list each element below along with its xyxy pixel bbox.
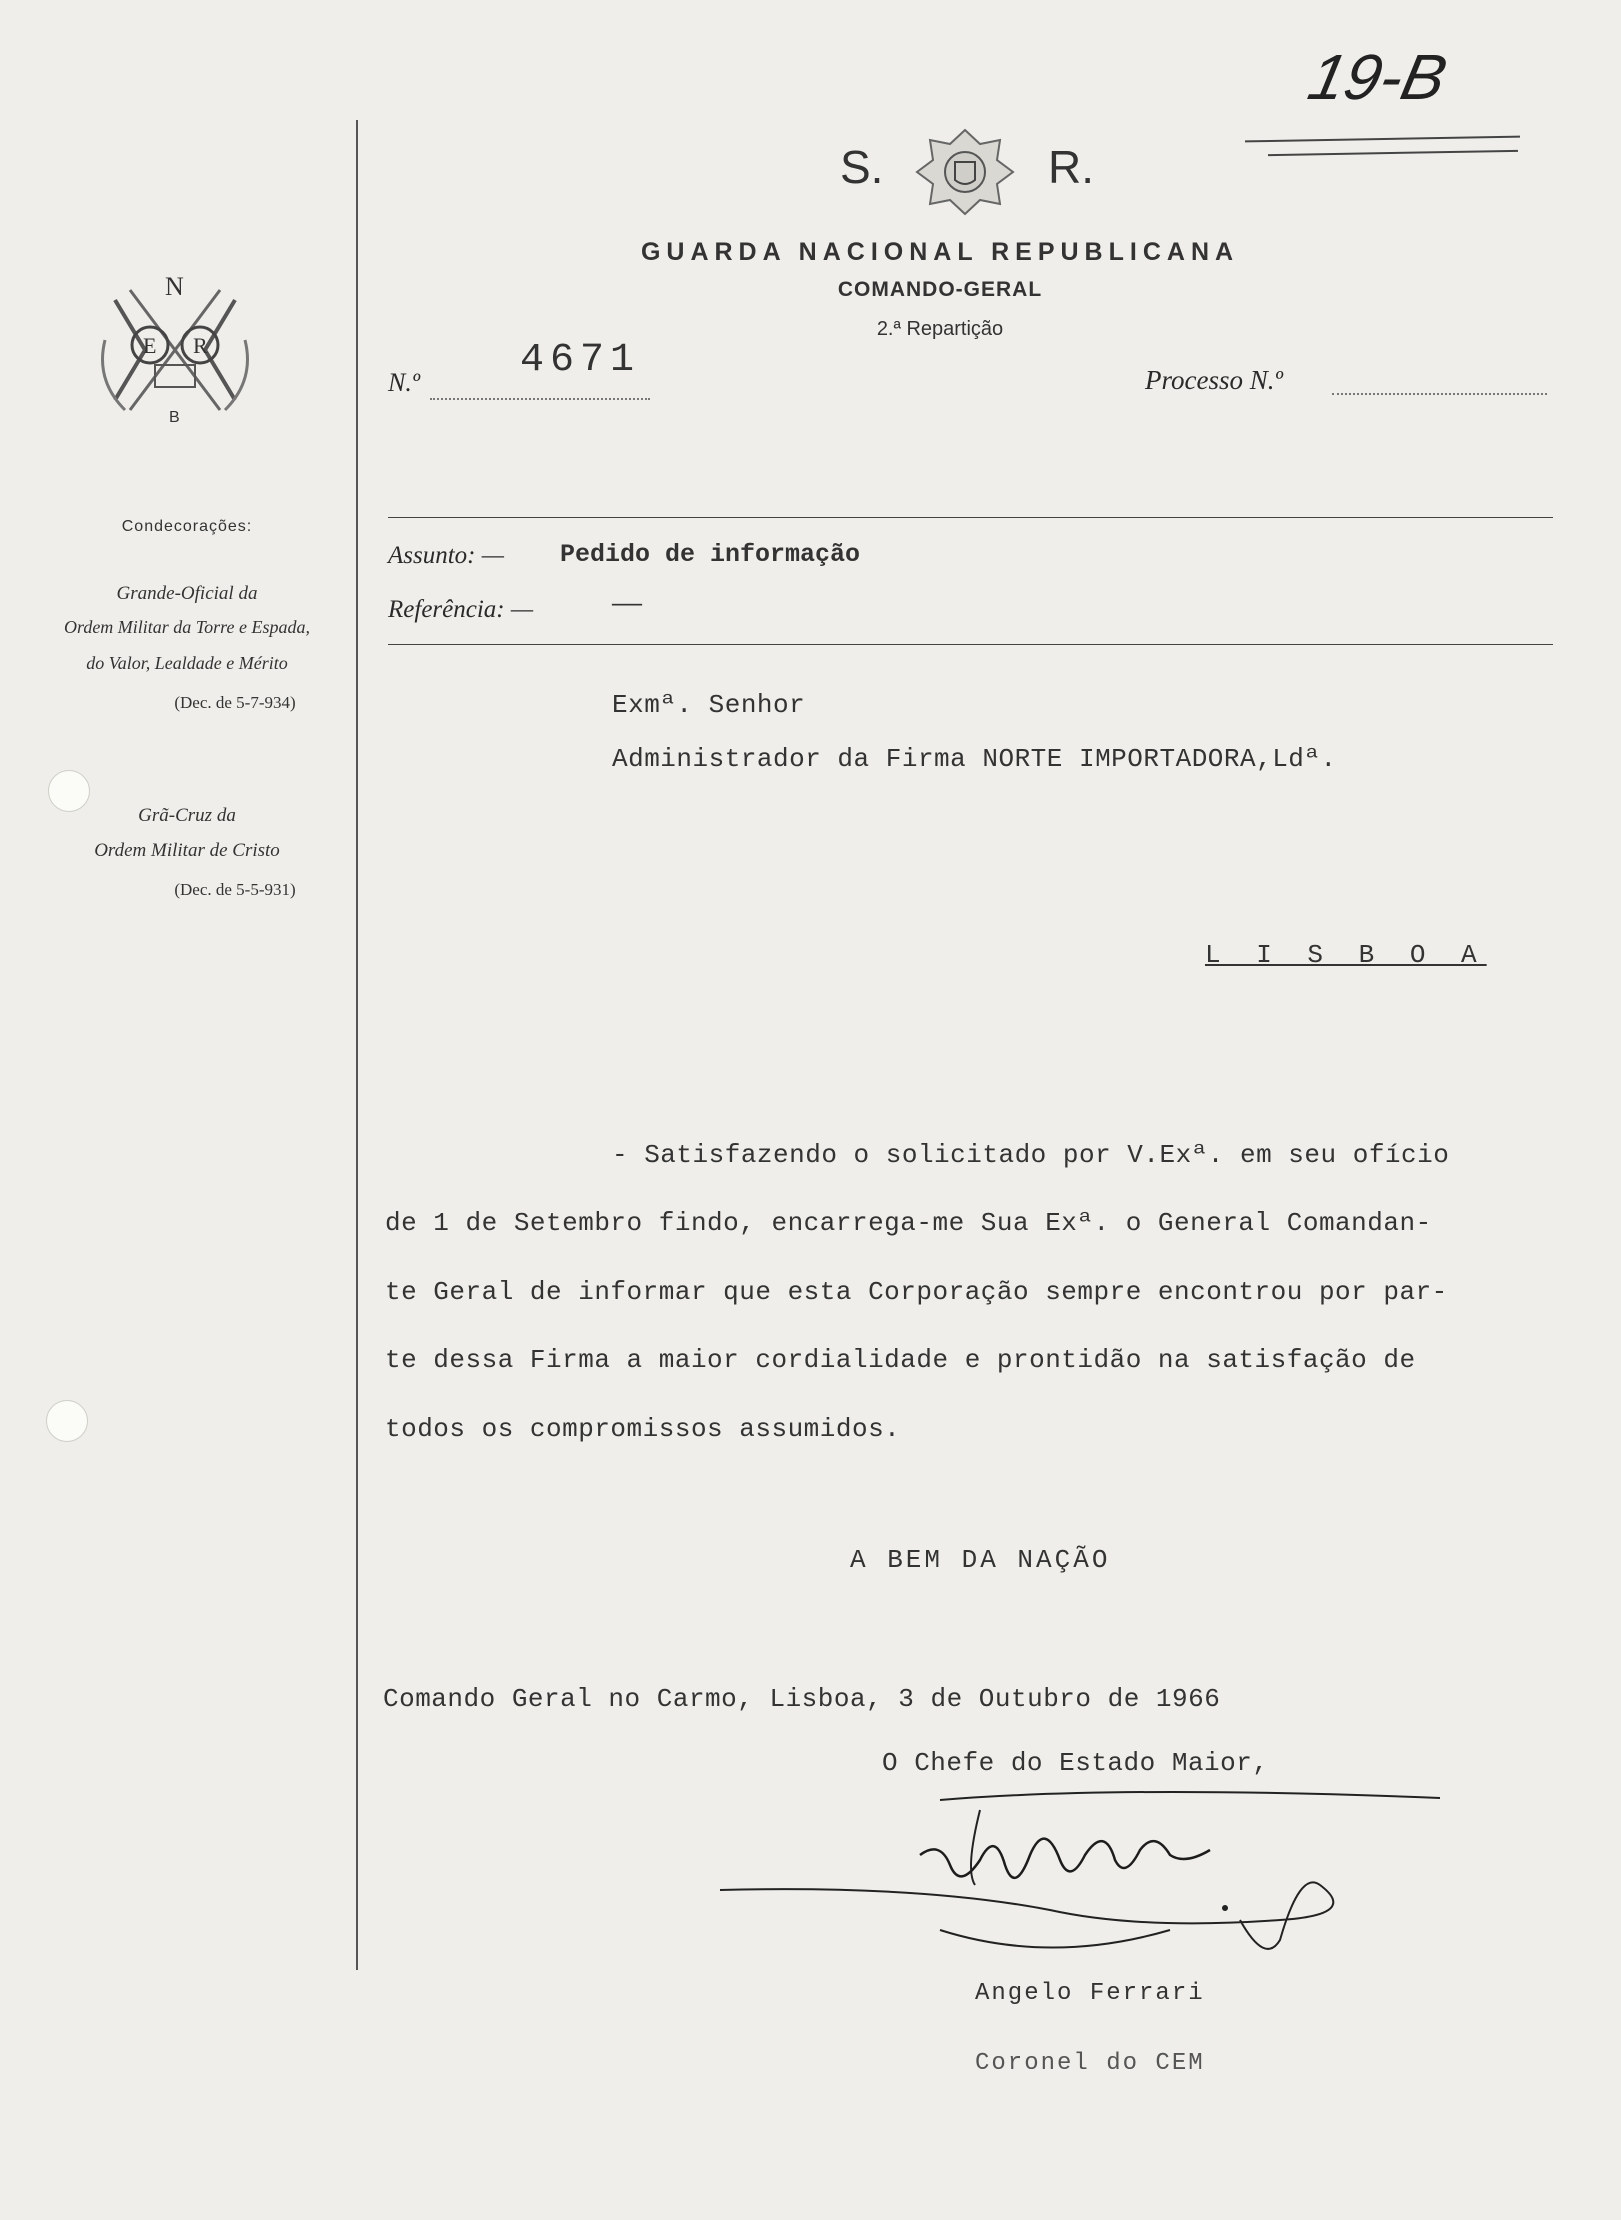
organization-name: GUARDA NACIONAL REPUBLICANA [640,238,1240,266]
salutation: Exmª. Senhor [612,690,806,720]
number-value: 4671 [520,338,641,383]
margin-rule [356,120,358,1970]
body-line-1: - Satisfazendo o solicitado por V.Exª. em seu ofício [612,1140,1450,1170]
svg-text:N: N [165,272,184,301]
republic-crest-icon [905,122,1025,222]
number-field-line [430,398,650,400]
svg-text:B: B [169,409,180,426]
signer-role: O Chefe do Estado Maior, [882,1748,1269,1778]
decoration1-decree: (Dec. de 5-7-934) [174,693,296,712]
decoration1-line3: do Valor, Lealdade e Mérito [86,653,288,673]
signatory-name: Angelo Ferrari [975,1980,1205,2007]
svg-text:R: R [193,333,208,358]
archive-mark: 19-B [1302,41,1453,113]
order-emblem-icon [85,270,265,430]
department-name: 2.ª Repartição [876,318,1004,340]
subject-value: Pedido de informação [560,540,861,569]
punch-hole-bottom [46,1400,88,1442]
archive-mark-underline-1 [1245,136,1520,143]
signature-icon [720,1790,1440,1990]
decoration1-line2: Ordem Militar da Torre e Espada, [63,617,310,637]
decoration2-line1: Grã-Cruz da [138,805,236,826]
subject-rule-top [388,517,1553,518]
svg-text:E: E [143,333,157,358]
sr-right: R. [1048,141,1094,193]
decoration2-decree: (Dec. de 5-5-931) [174,880,296,899]
subject-rule-bottom [388,644,1553,645]
place-date: Comando Geral no Carmo, Lisboa, 3 de Outubro de 1966 [383,1684,1221,1714]
sr-left: S. [840,141,884,193]
process-field-line [1332,393,1547,395]
body-line-5: todos os compromissos assumidos. [385,1414,901,1444]
process-label: Processo N.º [1145,365,1283,395]
command-name: COMANDO-GERAL [837,278,1043,301]
body-line-4: te dessa Firma a maior cordialidade e prontidão na satisfação de [385,1345,1416,1375]
decoration2-line2: Ordem Militar de Cristo [94,840,280,861]
decoration1-line1: Grande-Oficial da [116,583,258,604]
body-line-3: te Geral de informar que esta Corporação sempre encontrou por par- [385,1277,1448,1307]
recipient: Administrador da Firma NORTE IMPORTADORA,Ldª. [612,744,1337,774]
archive-mark-underline-2 [1268,150,1518,156]
motto: A BEM DA NAÇÃO [850,1545,1111,1575]
decorations-title: Condecorações: [121,518,253,535]
city: L I S B O A [1205,940,1487,970]
reference-value: —— [612,590,643,619]
subject-label: Assunto: — [388,542,504,569]
signatory-rank: Coronel do CEM [975,2050,1205,2077]
body-line-2: de 1 de Setembro findo, encarrega-me Sua Exª. o General Comandan- [385,1208,1432,1238]
reference-label: Referência: — [388,596,534,623]
number-label: N.º [388,368,420,397]
